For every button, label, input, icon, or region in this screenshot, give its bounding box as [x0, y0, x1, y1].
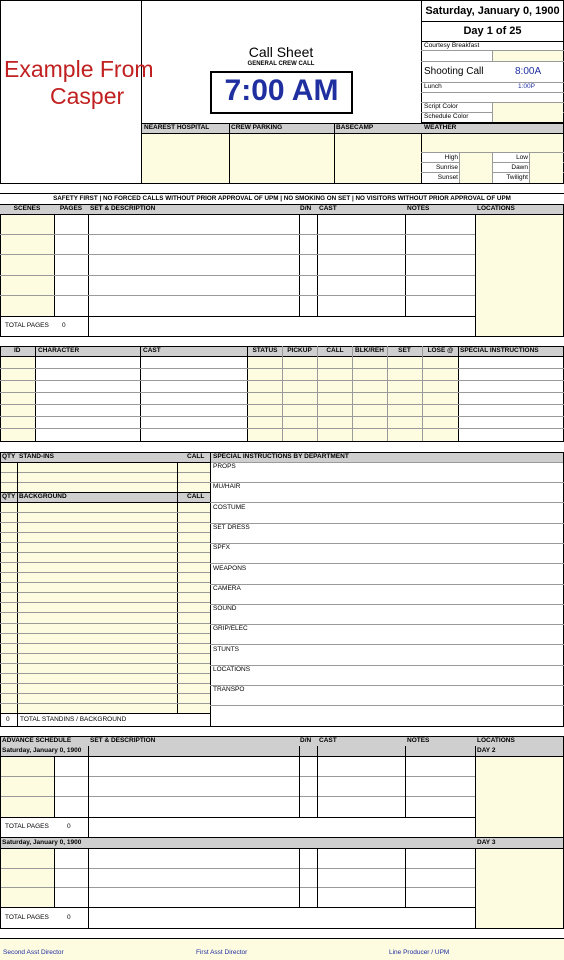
- lunch-value: 1:00P: [518, 83, 535, 90]
- weather-twilight-label: Twilight: [506, 174, 528, 181]
- department-grip-elec: GRIP/ELEC: [213, 625, 248, 632]
- line-producer-label: Line Producer / UPM: [389, 949, 450, 956]
- background-qty-header: QTY: [2, 493, 16, 500]
- department-mu-hair: MU/HAIR: [213, 483, 241, 490]
- advance-locations-header: LOCATIONS: [477, 737, 515, 744]
- script-color-label: Script Color: [424, 103, 458, 110]
- shooting-call-label: Shooting Call: [424, 66, 484, 77]
- date: Saturday, January 0, 1900: [425, 5, 560, 17]
- weather-dawn-label: Dawn: [511, 164, 528, 171]
- department-transpo: TRANSPO: [213, 686, 245, 693]
- schedule-color-label: Schedule Color: [424, 113, 469, 120]
- weather-sunset-label: Sunset: [437, 174, 458, 181]
- department-costume: COSTUME: [213, 504, 246, 511]
- first-ad-label: First Asst Director: [196, 949, 248, 956]
- shooting-call-value: 8:00A: [515, 66, 542, 77]
- weather-header: WEATHER: [424, 124, 457, 131]
- cast-status-header: STATUS: [252, 347, 278, 354]
- day3-total-pages-label: TOTAL PAGES: [5, 914, 49, 921]
- brand-line-1: Example From: [4, 56, 154, 82]
- cast-id-header: ID: [14, 347, 21, 354]
- weather-high-label: High: [444, 154, 458, 161]
- cast-special-header: SPECIAL INSTRUCTIONS: [460, 347, 539, 354]
- weather-sunrise-label: Sunrise: [435, 164, 458, 171]
- cast-set-header: SET: [398, 347, 411, 354]
- cast-cast-header: CAST: [143, 347, 161, 354]
- advance-cast-header: CAST: [319, 737, 337, 744]
- standins-qty-header: QTY: [2, 453, 16, 460]
- department-weapons: WEAPONS: [213, 565, 247, 572]
- advance-set-header: SET & DESCRIPTION: [90, 737, 156, 744]
- call-sheet-title: Call Sheet: [248, 44, 314, 60]
- advance-schedule-header: ADVANCE SCHEDULE: [2, 737, 72, 744]
- day3-total-pages-value: 0: [67, 914, 71, 921]
- cast-pickup-header: PICKUP: [287, 347, 312, 354]
- day3-date: Saturday, January 0, 1900: [2, 839, 82, 846]
- crew-parking-header: CREW PARKING: [231, 124, 283, 131]
- scenes-col-header: SCENES: [13, 205, 41, 212]
- cast-call-header: CALL: [326, 347, 344, 354]
- dn-col-header: D/N: [300, 205, 312, 212]
- weather-low-label: Low: [516, 154, 528, 161]
- basecamp-header: BASECAMP: [336, 124, 374, 131]
- signature-row: [0, 938, 564, 960]
- advance-dn-header: D/N: [300, 737, 312, 744]
- scenes-total-pages-label: TOTAL PAGES: [5, 322, 49, 329]
- total-standins-label: TOTAL STANDINS / BACKGROUND: [20, 716, 127, 723]
- lunch-label: Lunch: [424, 83, 442, 90]
- set-description-col-header: SET & DESCRIPTION: [90, 205, 156, 212]
- department-locations: LOCATIONS: [213, 666, 251, 673]
- cast-character-header: CHARACTER: [38, 347, 80, 354]
- standins-header: STAND-INS: [19, 453, 54, 460]
- brand-line-2: Casper: [50, 83, 125, 109]
- special-by-department-header: SPECIAL INSTRUCTIONS BY DEPARTMENT: [213, 453, 349, 460]
- call-time: 7:00 AM: [224, 74, 339, 107]
- general-crew-call-label: GENERAL CREW CALL: [247, 61, 315, 67]
- locations-col-header: LOCATIONS: [477, 205, 515, 212]
- department-props: PROPS: [213, 463, 236, 470]
- department-camera: CAMERA: [213, 585, 241, 592]
- cast-col-header: CAST: [319, 205, 337, 212]
- department-set-dress: SET DRESS: [213, 524, 250, 531]
- total-standins-value: 0: [6, 716, 10, 723]
- day2-total-pages-label: TOTAL PAGES: [5, 823, 49, 830]
- background-call-header: CALL: [187, 493, 205, 500]
- safety-bar: SAFETY FIRST | NO FORCED CALLS WITHOUT PRIOR APPROVAL OF UPM | NO SMOKING ON SET | NO VISITORS WITHOUT PRIOR APPROVAL OF UPM: [53, 195, 511, 202]
- department-stunts: STUNTS: [213, 646, 239, 653]
- department-spfx: SPFX: [213, 544, 230, 551]
- cast-blkreh-header: BLK/REH: [355, 347, 384, 354]
- day2-label: DAY 2: [477, 747, 496, 754]
- second-ad-label: Second Asst Director: [3, 949, 64, 956]
- notes-col-header: NOTES: [407, 205, 430, 212]
- day2-date: Saturday, January 0, 1900: [2, 747, 82, 754]
- cast-lose-header: LOSE @: [427, 347, 454, 354]
- courtesy-breakfast-label: Courtesy Breakfast: [424, 42, 480, 49]
- background-header: BACKGROUND: [19, 493, 67, 500]
- department-sound: SOUND: [213, 605, 237, 612]
- standins-call-header: CALL: [187, 453, 205, 460]
- scenes-total-pages-value: 0: [62, 322, 66, 329]
- pages-col-header: PAGES: [59, 205, 83, 212]
- day-count: Day 1 of 25: [463, 25, 522, 37]
- nearest-hospital-header: NEAREST HOSPITAL: [144, 124, 210, 131]
- advance-notes-header: NOTES: [407, 737, 430, 744]
- day3-label: DAY 3: [477, 839, 496, 846]
- day2-total-pages-value: 0: [67, 823, 71, 830]
